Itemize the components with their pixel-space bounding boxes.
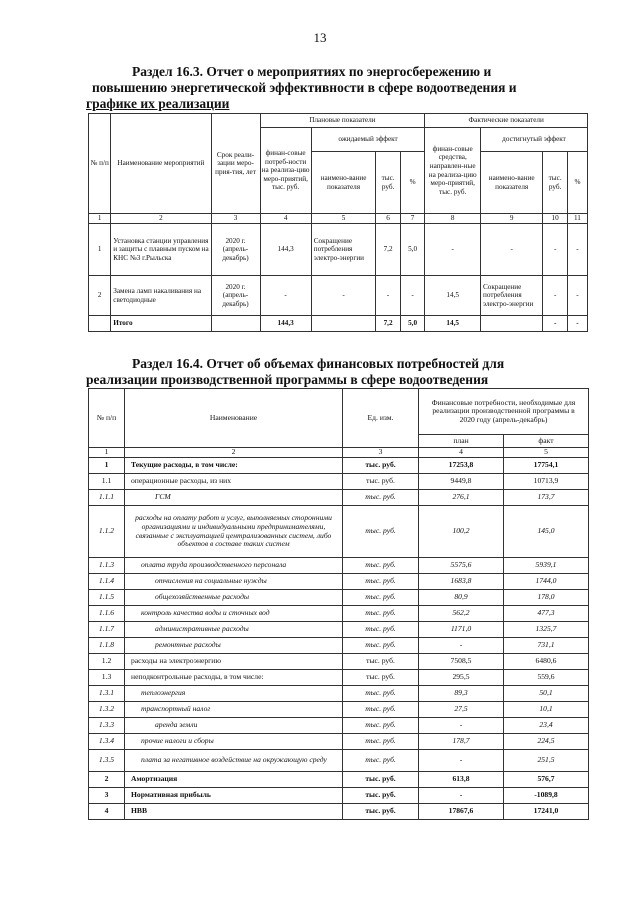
table-row xyxy=(89,622,589,638)
col-number: 8 xyxy=(425,214,481,224)
table-row xyxy=(89,702,589,718)
col-number: 11 xyxy=(567,214,587,224)
row-name: Текущие расходы, в том числе: xyxy=(125,458,343,474)
total-label: Итого xyxy=(111,316,211,332)
col-header-name: Наименование xyxy=(125,389,343,448)
col-header-num: № п/п xyxy=(89,389,125,448)
row-fact: 5939,1 xyxy=(504,558,589,574)
total-exp-rub: 7,2 xyxy=(376,316,401,332)
table-row xyxy=(89,788,589,804)
col-header-expected-effect: ожидаемый эффект xyxy=(311,128,425,152)
row-ach-pct: - xyxy=(567,224,587,276)
row-unit: тыс. руб. xyxy=(343,590,419,606)
total-plan-fin: 144,3 xyxy=(260,316,311,332)
col-header-plan: план xyxy=(419,435,504,448)
row-ach-name: - xyxy=(481,224,543,276)
energy-saving-table xyxy=(88,113,588,332)
row-plan: 27,5 xyxy=(419,702,504,718)
table-row xyxy=(89,772,589,788)
section-16-3-heading xyxy=(86,64,584,112)
section-16-3-title-line3: графике их реализации xyxy=(86,96,230,111)
row-num: 1.3.1 xyxy=(89,686,125,702)
row-plan: 1171,0 xyxy=(419,622,504,638)
section-16-4-heading xyxy=(86,356,584,388)
row-unit: тыс. руб. xyxy=(343,654,419,670)
row-plan-fin: - xyxy=(260,276,311,316)
row-unit: тыс. руб. xyxy=(343,670,419,686)
row-fact: 477,3 xyxy=(504,606,589,622)
section-16-3-title-line2: повышению энергетической эффективности в сфере водоотведения и xyxy=(92,80,517,95)
row-name: НВВ xyxy=(125,804,343,820)
table-row xyxy=(89,506,589,558)
row-num: 1.1.8 xyxy=(89,638,125,654)
row-fact: 6480,6 xyxy=(504,654,589,670)
row-name: теплоэнергия xyxy=(125,686,343,702)
table-row xyxy=(89,458,589,474)
row-plan: 17867,6 xyxy=(419,804,504,820)
row-unit: тыс. руб. xyxy=(343,574,419,590)
total-row xyxy=(89,316,588,332)
row-plan: 7508,5 xyxy=(419,654,504,670)
row-name: транспортный налог xyxy=(125,702,343,718)
table-row xyxy=(89,654,589,670)
row-ach-name: Сокращение потребления электро-энергии xyxy=(481,276,543,316)
row-unit: тыс. руб. xyxy=(343,506,419,558)
row-unit: тыс. руб. xyxy=(343,702,419,718)
row-plan: 295,5 xyxy=(419,670,504,686)
row-plan: 80,9 xyxy=(419,590,504,606)
table-row xyxy=(89,670,589,686)
row-name: расходы на оплату работ и услуг, выполняемых сторонними организациями и индивидуальными предпринимателями, связанные с эксплуатацией централизованных систем, либо объектов в составе таких систем xyxy=(125,506,343,558)
row-name: операционные расходы, из них xyxy=(125,474,343,490)
row-plan: 89,3 xyxy=(419,686,504,702)
table-row xyxy=(89,750,589,772)
table-row xyxy=(89,606,589,622)
row-num: 1.1.5 xyxy=(89,590,125,606)
row-unit: тыс. руб. xyxy=(343,638,419,654)
page-number: 13 xyxy=(313,30,327,45)
row-num: 1.3 xyxy=(89,670,125,686)
row-term: 2020 г. (апрель-декабрь) xyxy=(211,224,260,276)
row-num: 3 xyxy=(89,788,125,804)
col-header-unit: Ед. изм. xyxy=(343,389,419,448)
row-plan: - xyxy=(419,750,504,772)
row-num: 1.3.5 xyxy=(89,750,125,772)
col-number: 4 xyxy=(260,214,311,224)
col-header-ach-pct: % xyxy=(567,152,587,214)
row-unit: тыс. руб. xyxy=(343,622,419,638)
row-num: 1 xyxy=(89,458,125,474)
total-empty xyxy=(311,316,376,332)
row-fact: 1325,7 xyxy=(504,622,589,638)
row-unit: тыс. руб. xyxy=(343,788,419,804)
row-num: 1 xyxy=(89,224,111,276)
row-name: оплата труда производственного персонала xyxy=(125,558,343,574)
col-header-fact: факт xyxy=(504,435,589,448)
col-header-ach-name: наимено-вание показателя xyxy=(481,152,543,214)
row-fact: -1089,8 xyxy=(504,788,589,804)
table-row xyxy=(89,490,589,506)
total-ach-pct: - xyxy=(567,316,587,332)
col-header-exp-name: наимено-вание показателя xyxy=(311,152,376,214)
row-num: 2 xyxy=(89,772,125,788)
row-name: аренда земли xyxy=(125,718,343,734)
row-plan: 100,2 xyxy=(419,506,504,558)
row-unit: тыс. руб. xyxy=(343,458,419,474)
col-number: 7 xyxy=(400,214,425,224)
row-fact: 17754,1 xyxy=(504,458,589,474)
row-num: 1.1.2 xyxy=(89,506,125,558)
row-plan: 9449,8 xyxy=(419,474,504,490)
row-plan-fin: 144,3 xyxy=(260,224,311,276)
col-number: 5 xyxy=(311,214,376,224)
row-exp-rub: 7,2 xyxy=(376,224,401,276)
col-header-plan-fin: финан-совые потреб-ности на реализа-цию меро-приятий, тыс. руб. xyxy=(260,128,311,214)
row-fact: 50,1 xyxy=(504,686,589,702)
row-plan: 276,1 xyxy=(419,490,504,506)
row-unit: тыс. руб. xyxy=(343,804,419,820)
table-row xyxy=(89,590,589,606)
col-number: 1 xyxy=(89,448,125,458)
total-empty xyxy=(89,316,111,332)
row-num: 4 xyxy=(89,804,125,820)
row-num: 1.1.7 xyxy=(89,622,125,638)
row-fact: 251,5 xyxy=(504,750,589,772)
col-number: 5 xyxy=(504,448,589,458)
row-unit: тыс. руб. xyxy=(343,558,419,574)
row-unit: тыс. руб. xyxy=(343,606,419,622)
row-fact: 23,4 xyxy=(504,718,589,734)
row-name: административные расходы xyxy=(125,622,343,638)
row-unit: тыс. руб. xyxy=(343,490,419,506)
row-num: 1.1.6 xyxy=(89,606,125,622)
row-name: Нормативная прибыль xyxy=(125,788,343,804)
row-name: Установка станции управления и защиты с плавным пуском на КНС №3 г.Рыльска xyxy=(111,224,211,276)
col-number: 1 xyxy=(89,214,111,224)
row-fact: 178,0 xyxy=(504,590,589,606)
row-name: прочие налоги и сборы xyxy=(125,734,343,750)
table-row xyxy=(89,638,589,654)
row-unit: тыс. руб. xyxy=(343,750,419,772)
row-plan: - xyxy=(419,718,504,734)
total-ach-rub: - xyxy=(543,316,568,332)
row-name: расходы на электроэнергию xyxy=(125,654,343,670)
row-num: 1.1 xyxy=(89,474,125,490)
col-header-actual: Фактические показатели xyxy=(425,114,588,128)
col-number: 2 xyxy=(111,214,211,224)
row-name: контроль качества воды и сточных вод xyxy=(125,606,343,622)
row-num: 2 xyxy=(89,276,111,316)
section-16-4-title-line1: Раздел 16.4. Отчет об объемах финансовых потребностей для xyxy=(132,356,505,371)
row-fact: 576,7 xyxy=(504,772,589,788)
row-plan: 17253,8 xyxy=(419,458,504,474)
row-name: плата за негативное воздействие на окружающую среду xyxy=(125,750,343,772)
table-row xyxy=(89,686,589,702)
col-header-fin: Финансовые потребности, необходимые для реализации производственной программы в 2020 году (апрель-декабрь) xyxy=(419,389,589,435)
row-ach-rub: - xyxy=(543,276,568,316)
row-plan: 1683,8 xyxy=(419,574,504,590)
col-number: 10 xyxy=(543,214,568,224)
total-empty xyxy=(211,316,260,332)
col-header-term: Срок реали-зации меро-прия-тия, лет xyxy=(211,114,260,214)
row-plan: - xyxy=(419,638,504,654)
table-row xyxy=(89,558,589,574)
row-plan: 562,2 xyxy=(419,606,504,622)
row-unit: тыс. руб. xyxy=(343,772,419,788)
total-empty xyxy=(481,316,543,332)
col-header-num: № п/п xyxy=(89,114,111,214)
table-row xyxy=(89,224,588,276)
section-16-3-title-line1: Раздел 16.3. Отчет о мероприятиях по энергосбережению и xyxy=(132,64,492,79)
row-plan: - xyxy=(419,788,504,804)
col-header-exp-rub: тыс. руб. xyxy=(376,152,401,214)
row-num: 1.2 xyxy=(89,654,125,670)
row-fact: 10,1 xyxy=(504,702,589,718)
row-fact: 145,0 xyxy=(504,506,589,558)
row-name: общехозяйственные расходы xyxy=(125,590,343,606)
table-row xyxy=(89,804,589,820)
col-header-name: Наименование мероприятий xyxy=(111,114,211,214)
row-name: неподконтрольные расходы, в том числе: xyxy=(125,670,343,686)
col-number: 6 xyxy=(376,214,401,224)
row-name: Замена ламп накаливания на светодиодные xyxy=(111,276,211,316)
row-exp-pct: - xyxy=(400,276,425,316)
row-plan: 613,8 xyxy=(419,772,504,788)
col-number: 3 xyxy=(211,214,260,224)
row-unit: тыс. руб. xyxy=(343,734,419,750)
row-fact: 224,5 xyxy=(504,734,589,750)
row-num: 1.3.2 xyxy=(89,702,125,718)
row-fact: 559,6 xyxy=(504,670,589,686)
row-num: 1.1.4 xyxy=(89,574,125,590)
row-fact: 10713,9 xyxy=(504,474,589,490)
row-fact: 173,7 xyxy=(504,490,589,506)
row-unit: тыс. руб. xyxy=(343,474,419,490)
row-exp-name: - xyxy=(311,276,376,316)
financial-needs-table xyxy=(88,388,589,820)
col-header-ach-rub: тыс. руб. xyxy=(543,152,568,214)
section-16-4-title-line2: реализации производственной программы в сфере водоотведения xyxy=(86,372,489,387)
row-num: 1.1.3 xyxy=(89,558,125,574)
row-unit: тыс. руб. xyxy=(343,718,419,734)
row-ach-rub: - xyxy=(543,224,568,276)
table-row xyxy=(89,734,589,750)
col-number: 4 xyxy=(419,448,504,458)
row-name: ГСМ xyxy=(125,490,343,506)
col-header-planned: Плановые показатели xyxy=(260,114,425,128)
row-ach-pct: - xyxy=(567,276,587,316)
row-term: 2020 г. (апрель-декабрь) xyxy=(211,276,260,316)
col-number: 2 xyxy=(125,448,343,458)
row-fact: 731,1 xyxy=(504,638,589,654)
table-row xyxy=(89,276,588,316)
table-row xyxy=(89,574,589,590)
row-exp-rub: - xyxy=(376,276,401,316)
row-fact-fin: 14,5 xyxy=(425,276,481,316)
row-plan: 5575,6 xyxy=(419,558,504,574)
total-exp-pct: 5,0 xyxy=(400,316,425,332)
row-name: отчисления на социальные нужды xyxy=(125,574,343,590)
row-plan: 178,7 xyxy=(419,734,504,750)
row-exp-name: Сокращение потребления электро-энергии xyxy=(311,224,376,276)
col-header-exp-pct: % xyxy=(400,152,425,214)
col-header-achieved-effect: достигнутый эффект xyxy=(481,128,588,152)
row-num: 1.1.1 xyxy=(89,490,125,506)
row-fact-fin: - xyxy=(425,224,481,276)
col-header-fact-fin: финан-совые средства, направлен-ные на реализа-цию меро-приятий, тыс. руб. xyxy=(425,128,481,214)
row-fact: 17241,0 xyxy=(504,804,589,820)
row-unit: тыс. руб. xyxy=(343,686,419,702)
row-num: 1.3.3 xyxy=(89,718,125,734)
total-fact-fin: 14,5 xyxy=(425,316,481,332)
row-exp-pct: 5,0 xyxy=(400,224,425,276)
row-fact: 1744,0 xyxy=(504,574,589,590)
col-number: 3 xyxy=(343,448,419,458)
row-num: 1.3.4 xyxy=(89,734,125,750)
table-row xyxy=(89,718,589,734)
row-name: Амортизация xyxy=(125,772,343,788)
table-row xyxy=(89,474,589,490)
row-name: ремонтные расходы xyxy=(125,638,343,654)
col-number: 9 xyxy=(481,214,543,224)
